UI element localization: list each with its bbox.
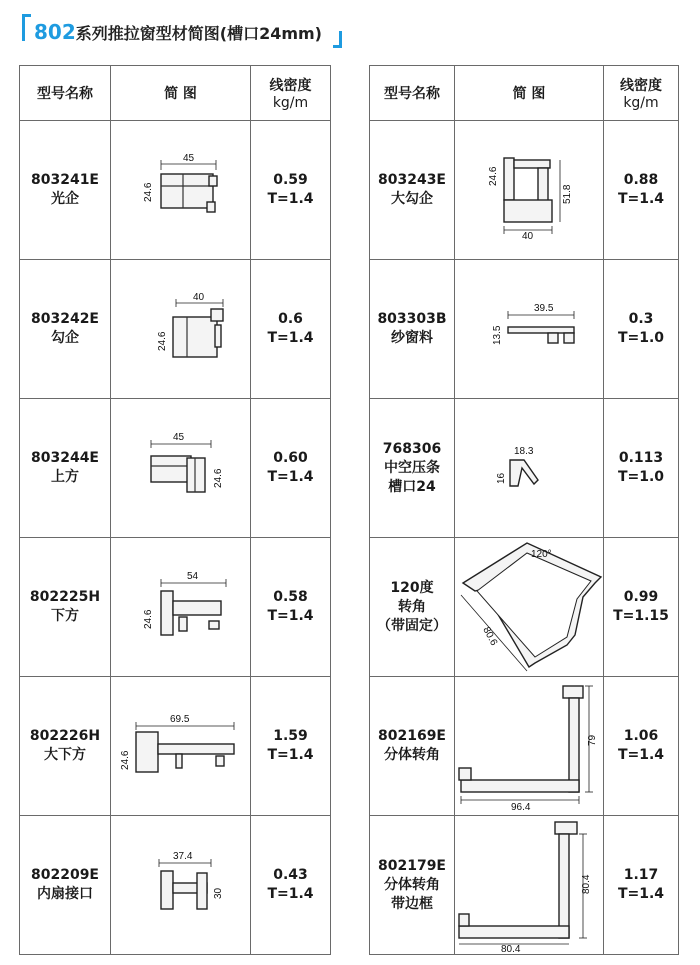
dim-width: 40: [192, 292, 204, 303]
page-title: [34, 20, 322, 44]
header-density-unit: kg/m: [272, 95, 309, 111]
thickness-value: T=1.0: [617, 330, 665, 346]
dim-height: 80.4: [581, 874, 592, 894]
model-cell: [20, 538, 111, 677]
thickness-value: T=1.4: [267, 608, 314, 624]
dim-width: 45: [182, 153, 194, 164]
figure-cell: [455, 538, 604, 677]
model-name: 中空压条: [384, 459, 440, 476]
thickness-value: T=1.4: [267, 469, 314, 485]
density-cell: [251, 399, 331, 538]
dim-height: 30: [212, 887, 224, 899]
dim-width: 37.4: [172, 851, 192, 862]
left-spec-table: [19, 65, 331, 955]
thickness-value: T=1.4: [267, 747, 314, 763]
density-cell: [251, 260, 331, 399]
dim-height: 24.6: [488, 166, 499, 186]
header-density: [251, 66, 331, 121]
dim-height: 13.5: [492, 325, 503, 345]
model-code: 802169E: [377, 728, 446, 744]
header-figure: 简 图: [455, 66, 604, 121]
header-density-label: 线密度: [620, 78, 662, 94]
header-row: [370, 66, 679, 121]
model-code: 803303B: [377, 311, 447, 327]
dim-height: 24.6: [156, 331, 168, 351]
thickness-value: T=1.4: [617, 886, 665, 902]
header-figure: 简 图: [111, 66, 251, 121]
figure-cell: [455, 121, 604, 260]
thickness-value: T=1.15: [613, 608, 669, 624]
dim-width: 54: [186, 571, 198, 582]
density-value: 0.59: [273, 172, 308, 188]
model-name: 分体转角: [384, 747, 440, 763]
profile-drawing: [121, 428, 241, 508]
header-density: [604, 66, 679, 121]
dim-width: 45: [172, 432, 184, 443]
profile-drawing: [121, 150, 241, 230]
title-block: [22, 14, 342, 48]
table-row: [20, 121, 331, 260]
density-value: 1.17: [623, 867, 659, 883]
model-name: 勾企: [51, 330, 79, 346]
model-cell: [20, 121, 111, 260]
figure-cell: [455, 260, 604, 399]
table-row: [20, 677, 331, 816]
dim-height: 24.6: [142, 182, 154, 202]
profile-drawing: [121, 289, 241, 369]
density-cell: [251, 677, 331, 816]
profile-drawing: [455, 818, 603, 952]
model-code: 802226H: [29, 728, 101, 744]
density-cell: [604, 121, 679, 260]
thickness-value: T=1.4: [617, 191, 665, 207]
model-name: 光企: [51, 191, 79, 207]
right-spec-table: [369, 65, 679, 955]
density-cell: [604, 538, 679, 677]
profile-drawing: [464, 140, 594, 240]
figure-cell: [455, 399, 604, 538]
thickness-value: T=1.0: [617, 469, 665, 485]
figure-cell: [111, 677, 251, 816]
profile-drawing: [464, 428, 594, 508]
model-code: 802225H: [29, 589, 101, 605]
dim-width: 18.3: [514, 446, 534, 457]
density-value: 0.113: [618, 450, 664, 466]
model-name: 上方: [51, 469, 79, 485]
density-cell: [604, 399, 679, 538]
density-cell: [251, 121, 331, 260]
figure-cell: [111, 260, 251, 399]
dim-width: 39.5: [534, 303, 554, 314]
dim-height: 24.6: [119, 750, 131, 770]
density-value: 0.43: [273, 867, 308, 883]
table-row: [370, 399, 679, 538]
dim-total-height: 51.8: [562, 184, 573, 204]
model-name: 下方: [51, 608, 79, 624]
figure-cell: [111, 538, 251, 677]
table-row: [20, 260, 331, 399]
density-value: 0.3: [628, 311, 654, 327]
model-name: 大下方: [44, 747, 86, 763]
density-cell: [251, 538, 331, 677]
density-cell: [251, 816, 331, 955]
model-cell: [370, 677, 455, 816]
table-row: [370, 538, 679, 677]
dim-width: 80.4: [501, 944, 521, 952]
dim-width: 40: [522, 231, 534, 240]
header-model: 型号名称: [20, 66, 111, 121]
model-code: 803241E: [30, 172, 99, 188]
density-value: 0.6: [278, 311, 303, 327]
model-cell: [370, 260, 455, 399]
dim-width: 96.4: [511, 802, 531, 812]
model-code: 803243E: [377, 172, 446, 188]
figure-cell: [111, 121, 251, 260]
model-name-line2: 带边框: [391, 895, 433, 912]
profile-drawing: [121, 567, 241, 647]
density-value: 0.58: [273, 589, 308, 605]
dim-height: 24.6: [142, 609, 154, 629]
density-value: 0.88: [623, 172, 659, 188]
density-cell: [604, 816, 679, 955]
density-value: 1.59: [273, 728, 308, 744]
model-code: 768306: [382, 440, 442, 457]
model-cell: [370, 816, 455, 955]
title-bracket-bottom-right: [333, 31, 342, 48]
model-cell: [20, 260, 111, 399]
model-cell: [20, 677, 111, 816]
table-row: [20, 399, 331, 538]
density-cell: [604, 677, 679, 816]
model-name: 纱窗料: [391, 330, 433, 346]
thickness-value: T=1.4: [617, 747, 665, 763]
thickness-value: T=1.4: [267, 886, 314, 902]
model-name: 内扇接口: [37, 886, 93, 902]
figure-cell: [455, 816, 604, 955]
table-row: [370, 121, 679, 260]
table-row: [370, 677, 679, 816]
header-density-label: 线密度: [269, 78, 312, 94]
model-code: 802209E: [30, 867, 99, 883]
dim-width: 69.5: [169, 714, 189, 725]
table-row: [20, 538, 331, 677]
table-row: [370, 816, 679, 955]
density-value: 0.99: [623, 589, 659, 605]
figure-cell: [111, 816, 251, 955]
profile-drawing: [464, 289, 594, 369]
model-name: 大勾企: [391, 191, 433, 207]
density-value: 1.06: [623, 728, 659, 744]
model-code: 803244E: [30, 450, 99, 466]
table-row: [20, 816, 331, 955]
density-cell: [604, 260, 679, 399]
profile-drawing: [121, 845, 241, 925]
model-name: 转角: [398, 598, 426, 615]
profile-drawing: [116, 706, 246, 786]
thickness-value: T=1.4: [267, 330, 314, 346]
model-code: 120度: [390, 579, 434, 596]
profile-drawing: [455, 539, 603, 675]
header-row: [20, 66, 331, 121]
profile-drawing: [455, 680, 603, 812]
title-text: 系列推拉窗型材简图(槽口24mm): [75, 24, 322, 43]
model-code: 803242E: [30, 311, 99, 327]
density-value: 0.60: [273, 450, 308, 466]
model-cell: [370, 538, 455, 677]
model-cell: [370, 121, 455, 260]
figure-cell: [455, 677, 604, 816]
title-series-number: 802: [34, 20, 76, 44]
model-cell: [20, 816, 111, 955]
figure-cell: [111, 399, 251, 538]
model-name-line2: （带固定）: [377, 617, 447, 634]
header-density-unit: kg/m: [623, 95, 659, 111]
dim-height: 24.6: [212, 468, 224, 488]
model-code: 802179E: [377, 857, 446, 874]
model-cell: [20, 399, 111, 538]
dim-angle: 120°: [531, 549, 552, 560]
title-bracket-top-left: [22, 14, 31, 41]
dim-height: 79: [587, 734, 598, 746]
header-model: 型号名称: [370, 66, 455, 121]
dim-height: 16: [496, 472, 507, 484]
model-cell: [370, 399, 455, 538]
dim-length: 80.6: [480, 625, 500, 648]
thickness-value: T=1.4: [267, 191, 314, 207]
model-name-line2: 槽口24: [388, 478, 436, 495]
table-row: [370, 260, 679, 399]
model-name: 分体转角: [384, 876, 440, 893]
